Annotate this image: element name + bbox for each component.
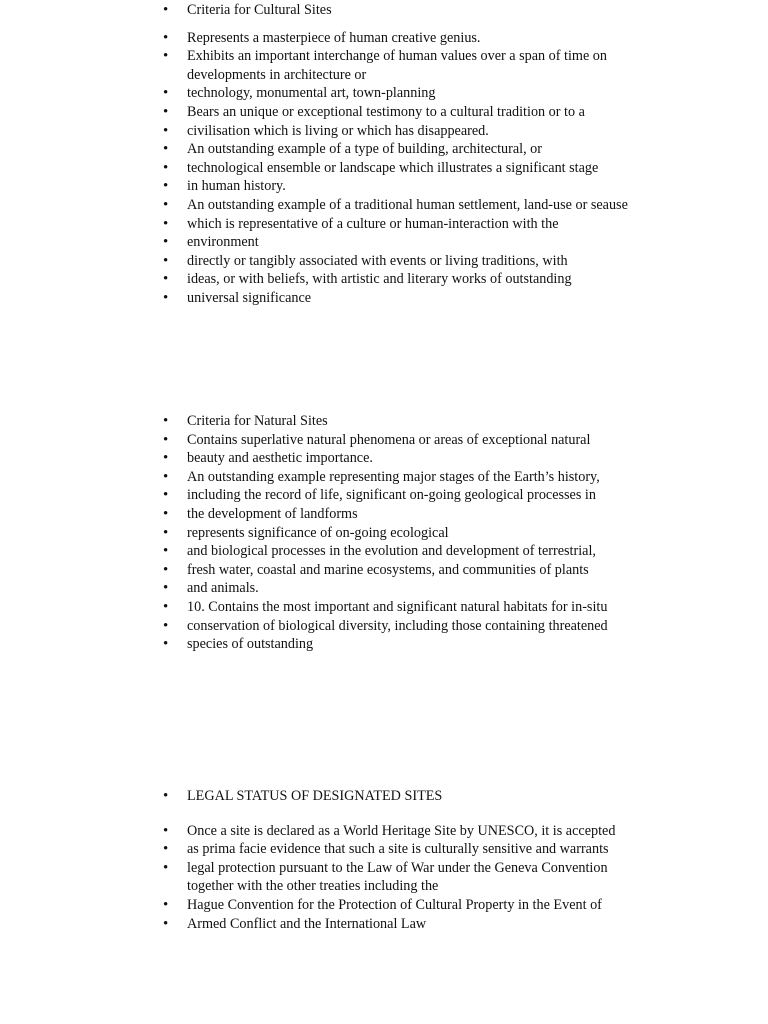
legal-status-list [160,787,630,933]
list-item: • fresh water, coastal and marine ecosystems, and communities of plants [160,561,630,580]
list-item: • Represents a masterpiece of human creative genius. [160,29,630,48]
list-item: • beauty and aesthetic importance. [160,449,630,468]
list-item: • and biological processes in the evolution and development of terrestrial, [160,542,630,561]
list-item: • civilisation which is living or which has disappeared. [160,122,630,141]
section-heading-cultural: • Criteria for Cultural Sites [160,1,630,20]
list-item: • 10. Contains the most important and significant natural habitats for in-situ [160,598,630,617]
list-item: • technological ensemble or landscape which illustrates a significant stage [160,159,630,178]
list-item: • universal significance [160,289,630,308]
list-item: • ideas, or with beliefs, with artistic and literary works of outstanding [160,270,630,289]
cultural-criteria-list [160,1,630,308]
list-item: • the development of landforms [160,505,630,524]
list-item: • which is representative of a culture or human-interaction with the [160,215,630,234]
list-item: • as prima facie evidence that such a site is culturally sensitive and warrants [160,840,630,859]
list-item: • conservation of biological diversity, including those containing threatened [160,617,630,636]
list-item: • Once a site is declared as a World Heritage Site by UNESCO, it is accepted [160,822,630,841]
list-item: • environment [160,233,630,252]
section-heading-natural: • Criteria for Natural Sites [160,412,630,431]
list-item: • legal protection pursuant to the Law of War under the Geneva Convention together with the other treaties including the [160,859,630,896]
list-item: • Armed Conflict and the International Law [160,915,630,934]
list-item: • An outstanding example of a traditional human settlement, land-use or seause [160,196,630,215]
list-item: • An outstanding example of a type of building, architectural, or [160,140,630,159]
list-item: • Bears an unique or exceptional testimony to a cultural tradition or to a [160,103,630,122]
list-item: • technology, monumental art, town-planning [160,84,630,103]
natural-criteria-list [160,412,630,654]
list-item: • species of outstanding [160,635,630,654]
list-item: • and animals. [160,579,630,598]
list-item: • Contains superlative natural phenomena or areas of exceptional natural [160,431,630,450]
list-item: • An outstanding example representing major stages of the Earth’s history, [160,468,630,487]
list-item: • represents significance of on-going ecological [160,524,630,543]
list-item: • including the record of life, significant on-going geological processes in [160,486,630,505]
list-item: • directly or tangibly associated with events or living traditions, with [160,252,630,271]
list-item: • Exhibits an important interchange of human values over a span of time on developments in architecture or [160,47,630,84]
list-item: • Hague Convention for the Protection of Cultural Property in the Event of [160,896,630,915]
section-heading-legal-status: • LEGAL STATUS OF DESIGNATED SITES [160,787,630,806]
list-item: • in human history. [160,177,630,196]
